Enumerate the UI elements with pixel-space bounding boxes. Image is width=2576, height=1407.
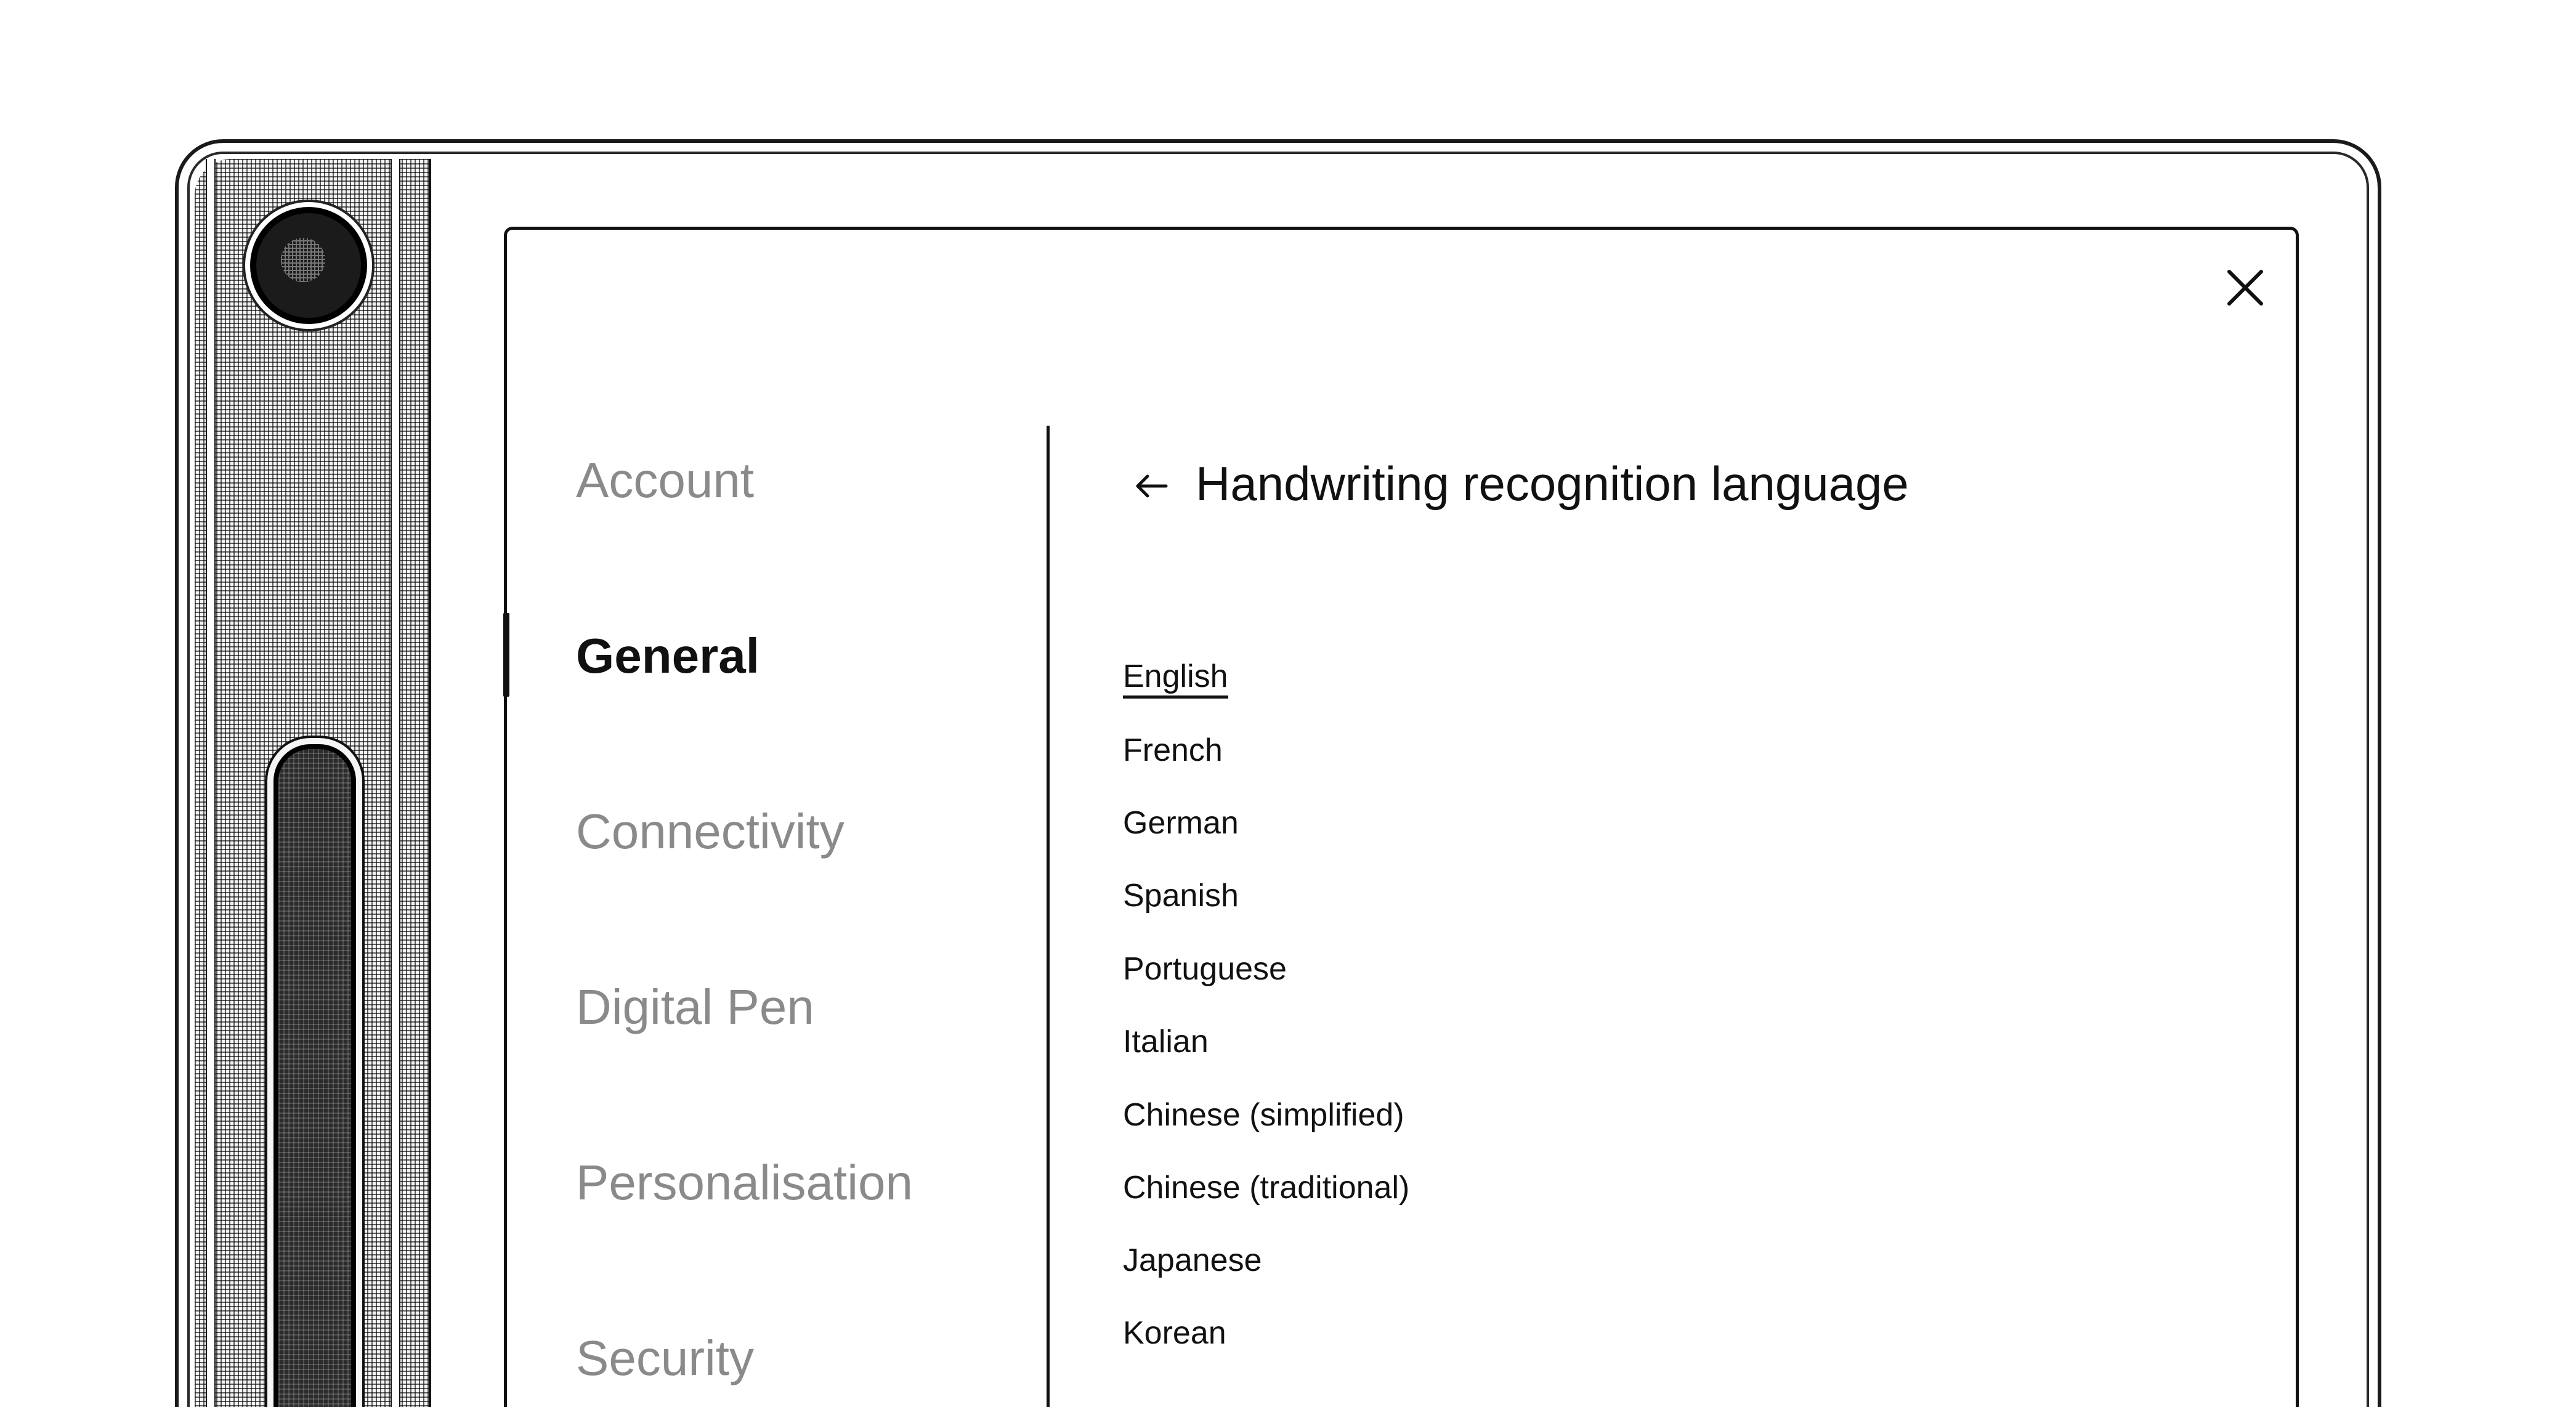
spine-button	[250, 207, 367, 324]
language-option-french[interactable]	[1123, 729, 1223, 772]
language-option-italian[interactable]	[1123, 1020, 1209, 1063]
spine-stripe	[206, 159, 216, 1407]
sidebar-item-connectivity[interactable]: Connectivity	[576, 804, 844, 859]
language-option-label: Chinese (simplified)	[1123, 1097, 1404, 1133]
language-option-korean[interactable]	[1123, 1312, 1226, 1355]
language-option-english[interactable]	[1123, 655, 1228, 698]
arrow-left-icon	[1129, 464, 1173, 508]
tablet-folio-spine	[195, 159, 431, 1407]
stylus-pen-illustration	[273, 744, 356, 1407]
back-button[interactable]	[1129, 464, 1173, 508]
language-option-spanish[interactable]	[1123, 874, 1239, 917]
language-option-japanese[interactable]	[1123, 1239, 1262, 1282]
language-option-label: Italian	[1123, 1024, 1209, 1060]
language-option-chinese-simplified[interactable]	[1123, 1093, 1404, 1137]
language-option-label: French	[1123, 732, 1223, 768]
close-icon	[2219, 262, 2271, 314]
language-option-label: Chinese (traditional)	[1123, 1170, 1410, 1206]
sidebar-item-security[interactable]: Security	[576, 1331, 754, 1385]
close-button[interactable]	[2219, 262, 2271, 314]
language-option-german[interactable]	[1123, 801, 1239, 845]
language-option-label: Japanese	[1123, 1243, 1262, 1278]
sidebar-item-account[interactable]: Account	[576, 453, 755, 508]
spine-stripe	[391, 159, 400, 1407]
sidebar-item-personalisation[interactable]: Personalisation	[576, 1155, 913, 1210]
language-option-label: Portuguese	[1123, 951, 1287, 987]
language-option-label: Spanish	[1123, 878, 1239, 914]
sidebar-divider	[1047, 426, 1050, 1407]
active-section-indicator	[503, 613, 509, 697]
sidebar-item-general[interactable]: General	[576, 628, 759, 683]
language-option-portuguese[interactable]	[1123, 947, 1287, 991]
language-option-label: Korean	[1123, 1315, 1226, 1351]
page-title: Handwriting recognition language	[1196, 456, 1909, 511]
settings-screen	[504, 227, 2299, 1407]
language-option-label: English	[1123, 659, 1228, 699]
language-option-chinese-traditional[interactable]	[1123, 1166, 1409, 1209]
language-option-label: German	[1123, 805, 1239, 841]
sidebar-item-digital-pen[interactable]: Digital Pen	[576, 979, 814, 1034]
